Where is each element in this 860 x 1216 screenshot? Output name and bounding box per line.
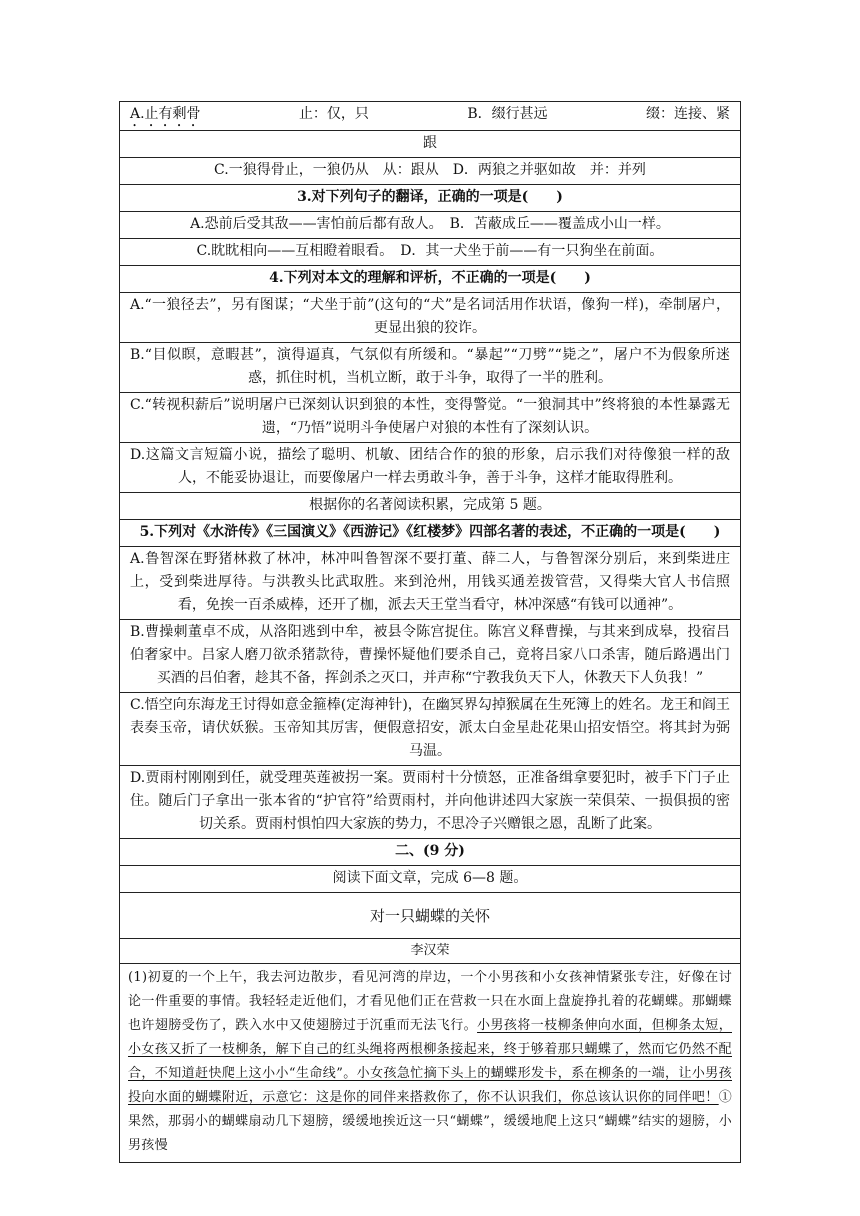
paragraph-text: (1)初夏的一个上午，我去河边散步，看见河湾的岸边，一个小男孩和小女孩神情紧张专注，好像在讨论一件重要的事情。我轻轻走近他们，才看见他们正在营救一只在水面上盘旋挣扎着的花蝴蝶。那蝴蝶也许翅膀受伤了，跌入水中又使翅膀过于沉重而无法飞行。 (128, 970, 732, 1033)
article-paragraph-1 (119, 964, 741, 1163)
paragraph-tail: 果然，那弱小的蝴蝶扇动几下翅膀，缓缓地挨近这一只“蝴蝶”，缓缓地爬上这只“蝴蝶”结实的翅膀，小男孩慢 (128, 1114, 732, 1153)
q2-row-cd: C.一狼得骨止，一狼仍从 从：跟从 D．两狼之并驱如故 并：并列 (119, 158, 741, 185)
section-2-heading: 二、(9 分) (119, 839, 741, 866)
q5-option-c: C.悟空向东海龙王讨得如意金箍棒(定海神针)，在幽冥界勾掉猴属在生死簿上的姓名。龙王和阎王表奏玉帝，请伏妖猴。玉帝知其厉害，便假意招安，派太白金星赴花果山招安悟空。将其封为弼马温。 (119, 693, 741, 766)
q2-option-b-gloss-cont: 跟 (423, 135, 437, 151)
q4-option-c: C.“转视积薪后”说明屠户已深刻认识到狼的本性，变得警觉。“一狼洞其中”终将狼的本性暴露无遗，“乃悟”说明斗争使屠户对狼的本性有了深刻认识。 (119, 393, 741, 443)
q4-option-d: D.这篇文言短篇小说，描绘了聪明、机敏、团结合作的狼的形象，启示我们对待像狼一样的敌人，不能妥协退让，而要像屠户一样去勇敢斗争，善于斗争，这样才能取得胜利。 (119, 443, 741, 493)
q2-option-b: B．缀行甚远 (467, 106, 548, 122)
q2-option-b-gloss: 缀：连接、紧 (645, 106, 730, 122)
article-author: 李汉荣 (119, 939, 741, 964)
q4-option-b: B.“目似瞑，意暇甚”，演得逼真，气氛似有所缓和。“暴起”“刀劈”“毙之”，屠户不为假象所迷惑，抓住时机，当机立断，敢于斗争，取得了一半的胜利。 (119, 343, 741, 393)
q2-option-a-gloss: 止：仅，只 (298, 106, 369, 122)
q5-option-b: B.曹操刺董卓不成，从洛阳逃到中牟，被县令陈宫捉住。陈宫义释曹操，与其来到成皋，投宿吕伯奢家中。吕家人磨刀欲杀猪款待，曹操怀疑他们要杀自己，竟将吕家八口杀害，随后路遇出门买酒的吕伯奢，趁其不备，挥剑杀之灭口，并声称“宁教我负天下人，休教天下人负我！” (119, 620, 741, 693)
q4-stem: 4.下列对本文的理解和评析，不正确的一项是( ) (119, 266, 741, 293)
q3-options-cd: C.眈眈相向——互相瞪着眼看。 D．其一犬坐于前——有一只狗坐在前面。 (119, 239, 741, 266)
section-2-instruction: 阅读下面文章，完成 6—8 题。 (119, 866, 741, 893)
q3-stem: 3.对下列句子的翻译，正确的一项是( ) (119, 185, 741, 212)
q2-row-ab (119, 101, 741, 131)
question-table (119, 101, 741, 1163)
q4-option-a: A.“一狼径去”，另有图谋；“犬坐于前”(这句的“犬”是名词活用作状语，像狗一样)，牵制屠户，更显出狼的狡诈。 (119, 293, 741, 343)
q5-intro: 根据你的名著阅读积累，完成第 5 题。 (119, 493, 741, 520)
q2-option-a: A.止有剩骨 (130, 106, 201, 122)
circled-mark: ① (718, 1090, 732, 1105)
q2-row-ab-continued (119, 131, 741, 158)
article-title: 对一只蝴蝶的关怀 (119, 893, 741, 939)
q5-option-d: D.贾雨村刚刚到任，就受理英莲被拐一案。贾雨村十分愤怒，正准备缉拿要犯时，被手下门子止住。随后门子拿出一张本省的“护官符”给贾雨村，并向他讲述四大家族一荣俱荣、一损俱损的密切关系。贾雨村惧怕四大家族的势力，不思冷子兴赠银之恩，乱断了此案。 (119, 766, 741, 839)
q5-stem: 5.下列对《水浒传》《三国演义》《西游记》《红楼梦》四部名著的表述，不正确的一项是( ) (119, 520, 741, 547)
q5-option-a: A.鲁智深在野猪林救了林冲，林冲叫鲁智深不要打董、薛二人，与鲁智深分别后，来到柴进庄上，受到柴进厚待。与洪教头比武取胜。来到沧州，用钱买通差拨管营，又得柴大官人书信照看，免挨一百杀威棒，还开了枷，派去天王堂当看守，林冲深感“有钱可以通神”。 (119, 547, 741, 620)
underlined-sentence: 小男孩将一枝柳条伸向水面，但柳条太短，小女孩又折了一枝柳条，解下自己的红头绳将两根柳条接起来，终于够着那只蝴蝶了，然而它仍然不配合，不知道赶快爬上这小小“生命线”。小女孩急忙摘下头上的蝴蝶形发卡，系在柳条的一端，让小男孩投向水面的蝴蝶附近，示意它：这是你的同伴来搭救你了，你不认识我们，你总该认识你的同伴吧！ (128, 1018, 732, 1105)
q3-options-ab: A.恐前后受其敌——害怕前后都有敌人。 B．苫蔽成丘——覆盖成小山一样。 (119, 212, 741, 239)
